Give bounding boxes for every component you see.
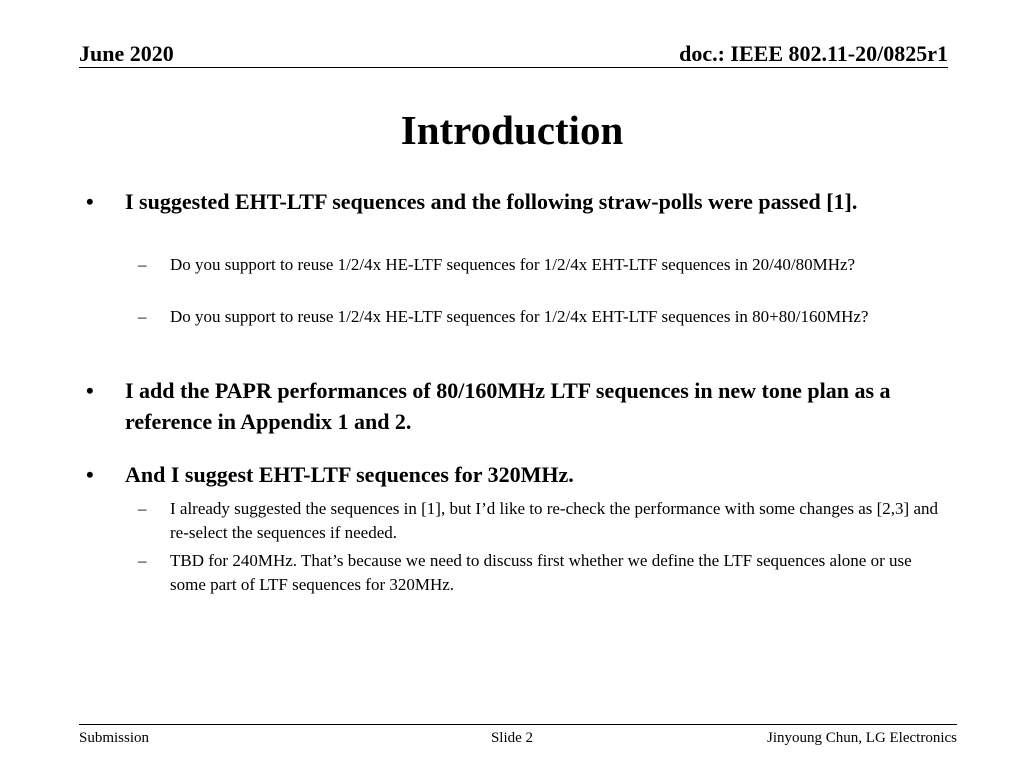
slide-title: Introduction xyxy=(400,107,624,153)
sub-item xyxy=(138,549,938,597)
header-date: June 2020 xyxy=(79,41,174,66)
sub-text: TBD for 240MHz. That’s because we need to discuss first whether we define the LTF sequences alone or use some part of LTF sequences for 320MHz. xyxy=(170,551,912,594)
sub-marker: – xyxy=(138,551,147,570)
sub-item xyxy=(138,253,938,277)
bullet-marker: • xyxy=(86,189,94,214)
sub-text: I already suggested the sequences in [1], but I’d like to re-check the performance with some changes as [2,3] and re-select the sequences if needed. xyxy=(170,499,939,542)
footer-submission: Submission xyxy=(79,730,150,746)
bullet-marker: • xyxy=(86,462,94,487)
sub-item xyxy=(138,305,938,329)
bullet-marker: • xyxy=(86,378,94,403)
bullet-text: And I suggest EHT-LTF sequences for 320MHz. xyxy=(125,462,574,487)
sub-text: Do you support to reuse 1/2/4x HE-LTF sequences for 1/2/4x EHT-LTF sequences in 80+80/160MHz? xyxy=(170,307,869,326)
bullet-item xyxy=(86,186,946,217)
footer-slide-number: Slide 2 xyxy=(490,730,534,746)
sub-text: Do you support to reuse 1/2/4x HE-LTF sequences for 1/2/4x EHT-LTF sequences in 20/40/80MHz? xyxy=(170,255,856,274)
header-doc-id: doc.: IEEE 802.11-20/0825r1 xyxy=(679,41,948,66)
bullet-item xyxy=(86,375,946,437)
sub-item xyxy=(138,497,938,545)
sub-marker: – xyxy=(138,499,147,518)
bullet-text: I add the PAPR performances of 80/160MHz LTF sequences in new tone plan as a reference in Appendix 1 and 2. xyxy=(125,378,891,434)
bullet-item xyxy=(86,459,946,490)
header-divider xyxy=(79,67,948,68)
footer-divider xyxy=(79,724,957,725)
sub-marker: – xyxy=(138,307,147,326)
bullet-text: I suggested EHT-LTF sequences and the following straw-polls were passed [1]. xyxy=(125,189,858,214)
sub-marker: – xyxy=(138,255,147,274)
footer-author: Jinyoung Chun, LG Electronics xyxy=(767,730,957,746)
